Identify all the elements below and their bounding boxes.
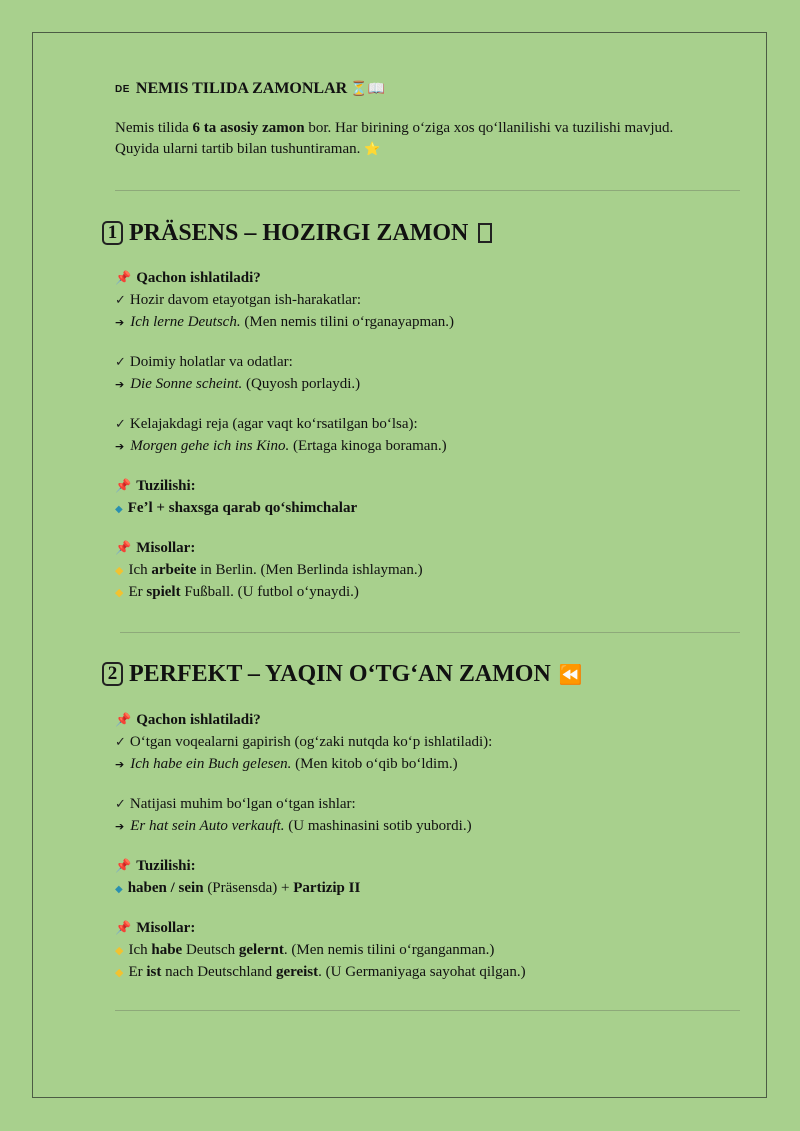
- number-one-icon: 1: [102, 221, 123, 245]
- example-item: ◆ Ich arbeite in Berlin. (Men Berlinda ishlayman.): [115, 562, 423, 578]
- pin-icon: 📌: [115, 479, 132, 494]
- intro-paragraph: Nemis tilida 6 ta asosiy zamon bor. Har birining oʻziga xos qoʻllanilishi va tuzilishi mavjud. Quyida ularni tartib bilan tushuntiraman. ⭐: [115, 120, 674, 157]
- bullet-icon: ◆: [115, 966, 124, 979]
- arrow-icon: ➔: [115, 440, 125, 453]
- missing-glyph-icon: [478, 223, 492, 243]
- check-icon: ✓: [115, 735, 126, 750]
- usage-item: ✓ Natijasi muhim boʻlgan oʻtgan ishlar:: [115, 796, 356, 812]
- example-item: ◆ Er ist nach Deutschland gereist. (U Germaniyaga sayohat qilgan.): [115, 964, 526, 980]
- bullet-icon: ◆: [115, 944, 124, 957]
- section-prasens: [115, 267, 745, 603]
- structure-label: 📌 Tuzilishi:: [115, 478, 196, 494]
- usage-item: ✓ Hozir davom etayotgan ish-harakatlar:: [115, 292, 362, 308]
- number-two-icon: 2: [102, 662, 123, 686]
- german-flag-icon: DE: [115, 83, 130, 95]
- bullet-icon: ◆: [115, 586, 124, 599]
- structure-label: 📌 Tuzilishi:: [115, 858, 196, 874]
- document-title: [115, 78, 745, 100]
- examples-label: 📌 Misollar:: [115, 920, 196, 936]
- structure-formula: ◆ Feʼl + shaxsga qarab qoʻshimchalar: [115, 500, 358, 516]
- example-line: ➔ Er hat sein Auto verkauft. (U mashinasini sotib yubordi.): [115, 818, 472, 834]
- divider: [120, 632, 740, 633]
- check-icon: ✓: [115, 797, 126, 812]
- section-heading-prasens: 1 PRÄSENS – HOZIRGI ZAMON: [102, 218, 492, 248]
- rewind-icon: ⏪: [558, 663, 583, 686]
- section-perfekt: [115, 709, 745, 983]
- bullet-icon: ◆: [115, 564, 124, 577]
- arrow-icon: ➔: [115, 758, 125, 771]
- example-item: ◆ Ich habe Deutsch gelernt. (Men nemis tilini oʻrganganman.): [115, 942, 495, 958]
- pin-icon: 📌: [115, 541, 132, 556]
- structure-formula: ◆ haben / sein (Präsensda) + Partizip II: [115, 880, 361, 896]
- example-item: ◆ Er spielt Fußball. (U futbol oʻynaydi.): [115, 584, 359, 600]
- star-icon: ⭐: [364, 142, 381, 157]
- example-line: ➔ Die Sonne scheint. (Quyosh porlaydi.): [115, 376, 361, 392]
- hourglass-book-icon: ⏳📖: [350, 81, 386, 97]
- divider: [115, 190, 740, 191]
- section-heading-perfekt: 2 PERFEKT – YAQIN OʻTGʻAN ZAMON ⏪: [102, 659, 582, 689]
- usage-label: 📌 Qachon ishlatiladi?: [115, 712, 261, 728]
- pin-icon: 📌: [115, 921, 132, 936]
- examples-label: 📌 Misollar:: [115, 540, 196, 556]
- check-icon: ✓: [115, 355, 126, 370]
- example-line: ➔ Ich lerne Deutsch. (Men nemis tilini oʻrganayapman.): [115, 314, 455, 330]
- example-line: ➔ Morgen gehe ich ins Kino. (Ertaga kinoga boraman.): [115, 438, 447, 454]
- usage-item: ✓ Kelajakdagi reja (agar vaqt koʻrsatilgan boʻlsa):: [115, 416, 418, 432]
- divider: [115, 1010, 740, 1011]
- arrow-icon: ➔: [115, 316, 125, 329]
- diamond-icon: ◆: [115, 884, 123, 895]
- intro-block: [115, 78, 745, 160]
- usage-label: 📌 Qachon ishlatiladi?: [115, 270, 261, 286]
- pin-icon: 📌: [115, 713, 132, 728]
- pin-icon: 📌: [115, 271, 132, 286]
- usage-item: ✓ Oʻtgan voqealarni gapirish (ogʻzaki nutqda koʻp ishlatiladi):: [115, 734, 493, 750]
- example-line: ➔ Ich habe ein Buch gelesen. (Men kitob oʻqib boʻldim.): [115, 756, 458, 772]
- check-icon: ✓: [115, 417, 126, 432]
- usage-item: ✓ Doimiy holatlar va odatlar:: [115, 354, 293, 370]
- title-text: NEMIS TILIDA ZAMONLAR: [135, 80, 348, 97]
- diamond-icon: ◆: [115, 504, 123, 515]
- pin-icon: 📌: [115, 859, 132, 874]
- check-icon: ✓: [115, 293, 126, 308]
- arrow-icon: ➔: [115, 378, 125, 391]
- arrow-icon: ➔: [115, 820, 125, 833]
